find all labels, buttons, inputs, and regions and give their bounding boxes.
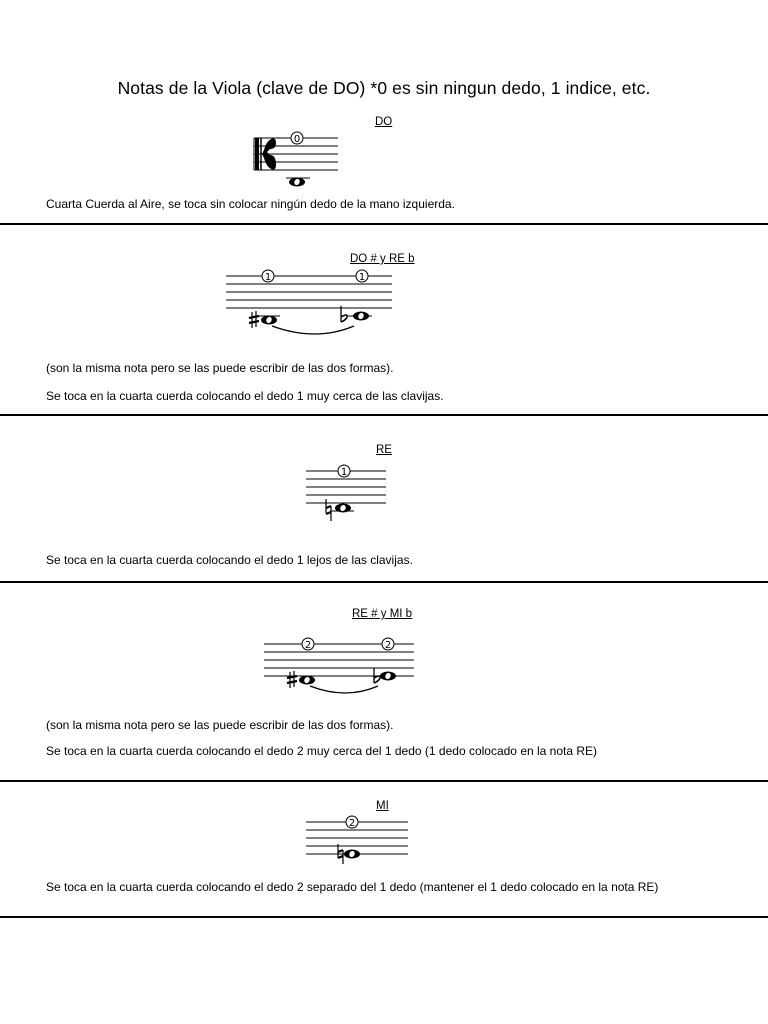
caption: Se toca en la cuarta cuerda colocando el dedo 1 lejos de las clavijas. — [46, 553, 413, 567]
whole-note-icon — [335, 504, 351, 513]
sharp-icon — [249, 311, 259, 328]
fingering-marker: 1 — [340, 467, 348, 478]
caption: (son la misma nota pero se las puede escribir de las dos formas). — [46, 718, 394, 732]
whole-note-icon — [261, 316, 277, 325]
caption: (son la misma nota pero se las puede escribir de las dos formas). — [46, 361, 394, 375]
note-name-re-sharp-mi-flat: RE # y MI b — [352, 608, 413, 620]
note-name-do-sharp-re-flat: DO # y RE b — [350, 253, 415, 265]
staff-mi — [300, 812, 412, 868]
staff-re-sharp-mi-flat — [258, 634, 418, 696]
caption: Se toca en la cuarta cuerda colocando el dedo 2 muy cerca del 1 dedo (1 dedo colocado en la nota RE) — [46, 744, 598, 758]
whole-note-icon — [353, 312, 369, 321]
sharp-icon — [287, 671, 297, 688]
note-name-mi: MI — [376, 800, 389, 812]
fingering-marker: 0 — [293, 134, 301, 145]
fingering-marker: 1 — [358, 272, 366, 283]
caption: Se toca en la cuarta cuerda colocando el dedo 1 muy cerca de las clavijas. — [46, 389, 444, 403]
caption: Se toca en la cuarta cuerda colocando el dedo 2 separado del 1 dedo (mantener el 1 dedo colocado en la nota RE) — [46, 880, 659, 894]
fingering-marker: 2 — [304, 640, 312, 651]
tie-icon — [310, 686, 378, 693]
divider — [0, 414, 768, 416]
fingering-marker: 1 — [264, 272, 272, 283]
divider — [0, 780, 768, 782]
tie-icon — [272, 326, 354, 334]
divider — [0, 581, 768, 583]
whole-note-icon — [289, 178, 305, 187]
staff-do — [250, 128, 342, 190]
whole-note-icon — [344, 850, 360, 859]
fingering-marker: 2 — [348, 818, 356, 829]
divider — [0, 916, 768, 918]
caption: Cuarta Cuerda al Aire, se toca sin colocar ningún dedo de la mano izquierda. — [46, 197, 455, 211]
note-name-do: DO — [375, 116, 393, 128]
page-title: Notas de la Viola (clave de DO) *0 es sin ningun dedo, 1 indice, etc. — [117, 78, 651, 98]
staff-do-sharp-re-flat — [220, 266, 396, 338]
whole-note-icon — [380, 672, 396, 681]
staff-re — [300, 461, 390, 525]
natural-icon — [326, 499, 331, 521]
note-name-re: RE — [376, 444, 392, 456]
whole-note-icon — [299, 676, 315, 685]
divider — [0, 223, 768, 225]
fingering-marker: 2 — [384, 640, 392, 651]
